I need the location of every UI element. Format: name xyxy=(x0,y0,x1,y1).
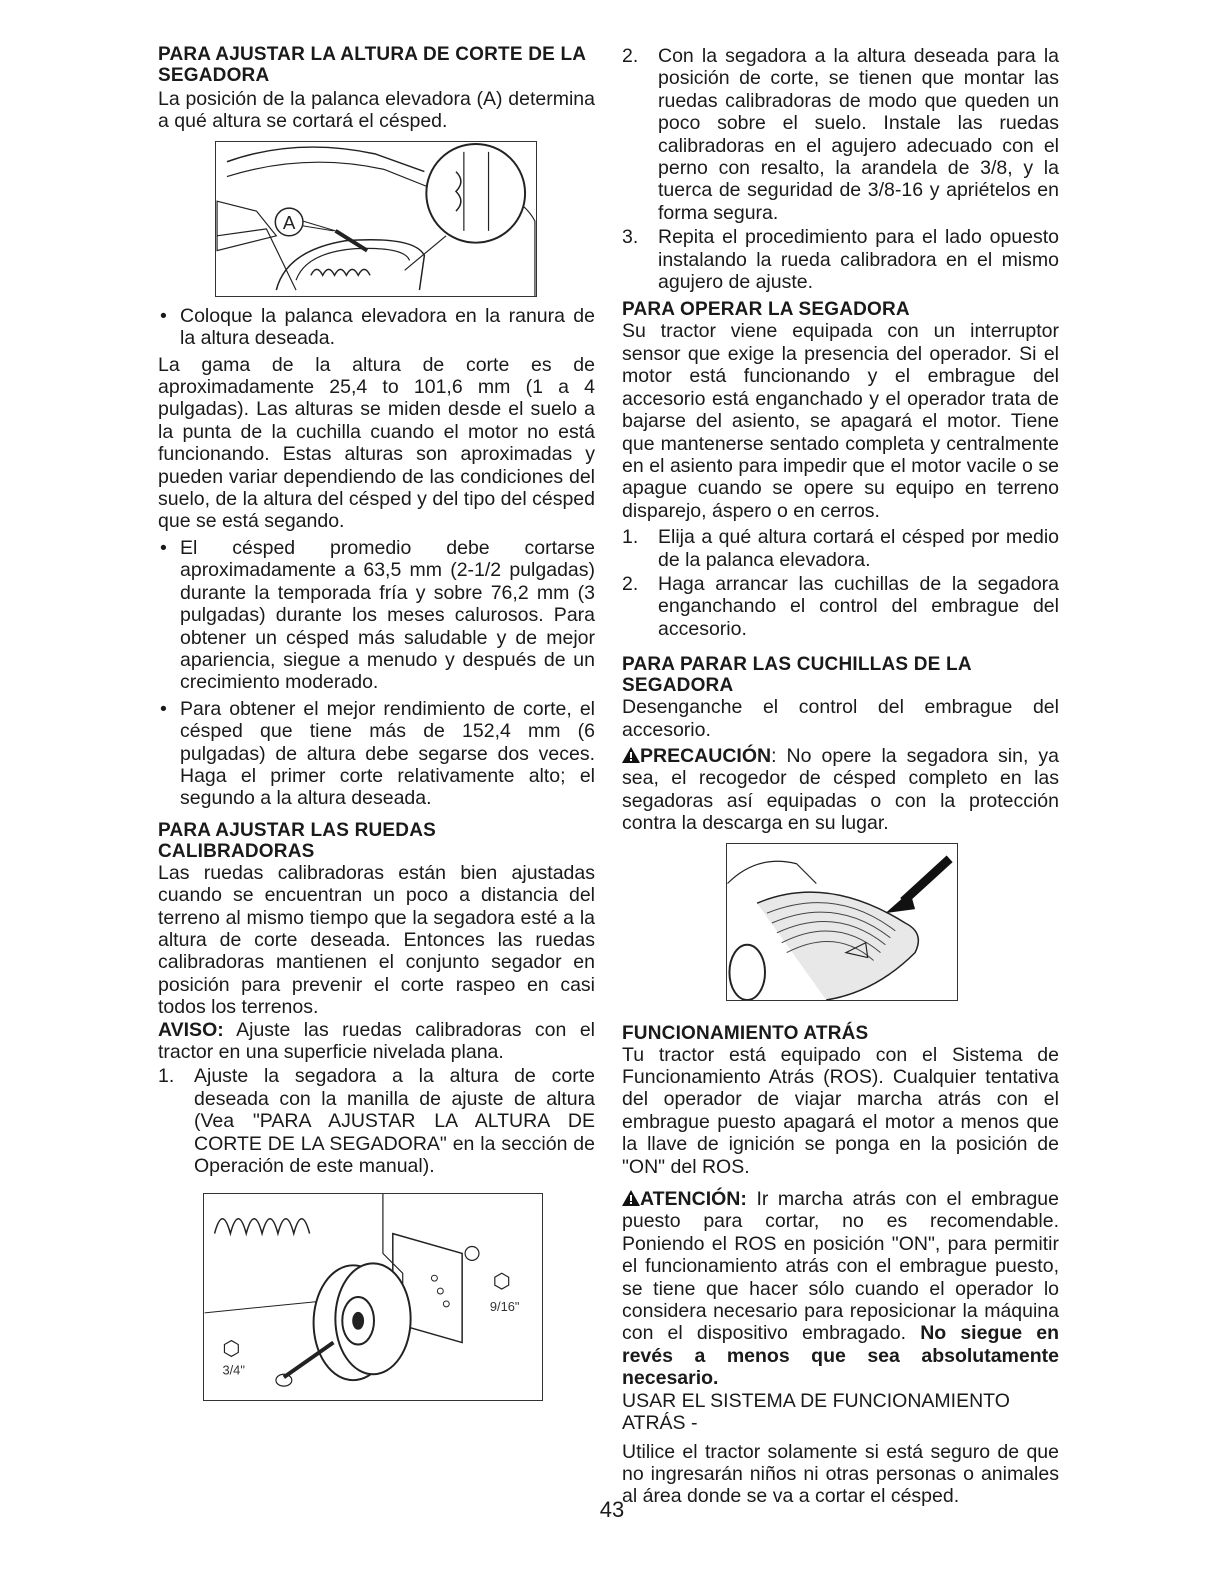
list-item: 2. Con la segadora a la altura deseada para la posición de corte, se tienen que montar las ruedas calibradoras de modo que queden un poco sobre el suelo. Instale las ruedas calibradoras en el agujero adecuado con el perno con resalto, la arandela de 3/8, y la tuerca de seguridad de 3/8-16 y apriételos en forma segura. xyxy=(622,45,1059,224)
caution-label: PRECAUCIÓN xyxy=(640,744,772,767)
warning-triangle-icon xyxy=(622,747,640,763)
notice-label: AVISO: xyxy=(158,1018,224,1041)
page-number: 43 xyxy=(599,1497,625,1522)
left-column xyxy=(158,44,595,1401)
section-heading-operate-mower: PARA OPERAR LA SEGADORA xyxy=(622,299,910,321)
paragraph: Tu tractor está equipado con el Sistema de Funcionamiento Atrás (ROS). Cualquier tentativa del operador de viajar marcha atrás con el embrague puesto apagará el motor a menos que la llave de ignición se ponga en la posición de "ON" del ROS. xyxy=(622,1043,1059,1178)
list-item: 1. Elija a qué altura cortará el césped por medio de la palanca elevadora. xyxy=(622,526,1059,571)
list-item: 2. Haga arrancar las cuchillas de la segadora enganchando el control del embrague del accesorio. xyxy=(622,572,1059,640)
wrench-size-label: 3/4" xyxy=(222,1362,245,1378)
paragraph: Las ruedas calibradoras están bien ajustadas cuando se encuentran un poco a distancia del terreno al mismo tiempo que la segadora esté a la altura de corte deseada. Entonces las ruedas calibradoras mantienen el conjunto segador en posición para prevenir el corte raspeo en casi todos los terrenos. xyxy=(158,861,595,1019)
list-item: 3. Repita el procedimiento para el lado opuesto instalando la rueda calibradora en el mismo agujero de ajuste. xyxy=(622,226,1059,294)
paragraph: Utilice el tractor solamente si está seguro de que no ingresarán niños ni otras personas o animales al área donde se va a cortar el césped. xyxy=(622,1440,1059,1508)
paragraph: Desenganche el control del embrague del accesorio. xyxy=(622,696,1059,741)
gauge-wheel-illustration xyxy=(204,1194,542,1400)
list-item: • El césped promedio debe cortarse aproximadamente a 63,5 mm (2-1/2 pulgadas) durante la temporada fría y sobre 76,2 mm (3 pulgadas) durante los meses calurosos. Para obtener un césped más saludable y de mejor apariencia, siegue a menudo y después de un crecimiento moderado. xyxy=(158,537,595,694)
paragraph: La gama de la altura de corte es de aproximadamente 25,4 to 101,6 mm (1 a 4 pulgadas). Las alturas se miden desde el suelo a la punta de la cuchilla cuando el motor no está funcionando. Estas alturas son aproximadas y pueden variar dependiendo de las condiciones del suelo, de la altura del césped y del tipo del césped que se está segando. xyxy=(158,353,595,533)
discharge-chute-figure xyxy=(726,843,958,1001)
section-heading-cut-height: PARA AJUSTAR LA ALTURA DE CORTE DE LA SEGADORA xyxy=(158,44,586,86)
right-column xyxy=(622,44,1059,1508)
subheading-use-ros: USAR EL SISTEMA DE FUNCIONAMIENTO ATRÁS - xyxy=(622,1389,1010,1435)
paragraph: Su tractor viene equipada con un interruptor sensor que exige la presencia del operador. Si el motor está funcionando y el embrague del accesorio está enganchado y el operador trata de bajarse del asiento, se apagará el motor. Tiene que mantenerse sentado completa y centralmente en el asiento para impedir que el motor vacile o se apague cuando se opere su equipo en terreno disparejo, áspero o en cerros. xyxy=(622,320,1059,522)
figure-label-a: A xyxy=(282,211,296,233)
list-item: • Para obtener el mejor rendimiento de corte, el césped que tiene más de 152,4 mm (6 pulgadas) de altura debe segarse dos veces. Haga el primer corte relativamente alto; el segundo a la altura deseada. xyxy=(158,698,595,810)
section-heading-gauge-wheels: PARA AJUSTAR LAS RUEDAS CALIBRADORAS xyxy=(158,819,437,862)
warning-triangle-icon xyxy=(622,1190,640,1206)
notice-text: Ajuste las ruedas calibradoras con el tractor en una superficie nivelada plana. xyxy=(158,1018,595,1063)
lift-lever-illustration xyxy=(216,142,536,296)
section-heading-reverse: FUNCIONAMIENTO ATRÁS xyxy=(622,1022,869,1044)
attention-label: ATENCIÓN: xyxy=(640,1188,747,1211)
wrench-size-label: 9/16" xyxy=(489,1299,520,1315)
gauge-wheel-figure xyxy=(203,1193,543,1401)
section-heading-stop-blades: PARA PARAR LAS CUCHILLAS DE LA SEGADORA xyxy=(622,654,972,697)
discharge-chute-illustration xyxy=(727,844,957,1000)
list-item: • Coloque la palanca elevadora en la ranura de la altura deseada. xyxy=(158,305,595,350)
list-item: 1. Ajuste la segadora a la altura de corte deseada con la manilla de ajuste de altura (Vea "PARA AJUSTAR LA ALTURA DE CORTE DE LA SEGADORA" en la sección de Operación de este manual). xyxy=(158,1065,595,1178)
caution-text: : No opere la segadora sin, ya sea, el recogedor de césped completo en las segadoras así equipadas o con la protección contra la descarga en su lugar. xyxy=(622,744,1059,835)
attention-emphasis: No siegue en revés a menos que sea absolutamente necesario. xyxy=(622,1322,1059,1390)
paragraph: La posición de la palanca elevadora (A) determina a qué altura se cortará el césped. xyxy=(158,88,595,133)
lift-lever-figure xyxy=(215,141,537,297)
attention-text: Ir marcha atrás con el embrague puesto para cortar, no es recomendable. Poniendo el ROS en posición "ON", para permitir el funcionamiento atrás con el embrague puesto, se tiene que hacer sólo cuando el operador lo considera necesario para reposicionar la máquina con el dispositivo embragado. xyxy=(622,1188,1059,1345)
